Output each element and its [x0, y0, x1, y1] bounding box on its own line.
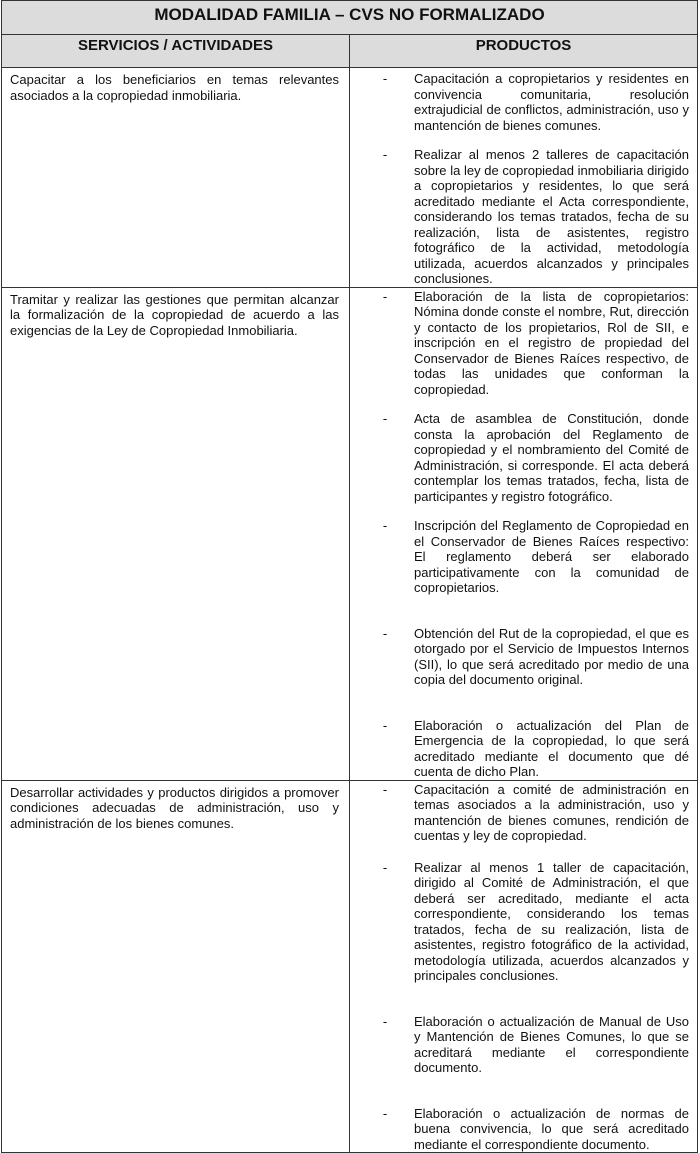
product-item	[350, 1014, 689, 1076]
product-item	[350, 411, 689, 504]
bullet: -	[382, 147, 388, 162]
bullet: -	[382, 411, 388, 426]
bullet: -	[382, 625, 388, 641]
table-title: MODALIDAD FAMILIA – CVS NO FORMALIZADO	[2, 1, 698, 35]
bullet: -	[382, 288, 388, 304]
product-text: Elaboración o actualización del Plan de Emergencia de la copropiedad, lo que será acreditado mediante el documento que dé cuenta de dicho Plan.	[414, 717, 689, 779]
bullet: -	[382, 1105, 388, 1121]
product-item	[350, 147, 689, 287]
product-text: Elaboración o actualización de normas de buena convivencia, lo que será acreditado mediante el correspondiente documento.	[414, 1105, 689, 1152]
product-text: Acta de asamblea de Constitución, donde consta la aprobación del Reglamento de copropiedad y el nombramiento del Comité de Administración, si corresponde. El acta deberá contemplar los temas tratados, fecha, lista de participantes y registro fotográfico.	[414, 411, 689, 504]
header-products: PRODUCTOS	[350, 35, 698, 68]
product-item	[350, 860, 689, 984]
products-cell	[350, 780, 698, 1153]
product-item	[350, 71, 689, 133]
service-cell: Capacitar a los beneficiarios en temas relevantes asociados a la copropiedad inmobiliaria.	[2, 68, 350, 288]
product-text: Realizar al menos 1 taller de capacitación, dirigido al Comité de Administración, el que deberá ser acreditado, mediante el acta correspondiente, considerando los temas tratados, fecha de su realización, lista de asistentes, registro fotográfico de la actividad, metodología utilizada, acuerdos alcanzados y principales conclusiones.	[414, 859, 689, 983]
header-services: SERVICIOS / ACTIVIDADES	[2, 35, 350, 68]
product-item	[350, 289, 689, 398]
service-cell: Tramitar y realizar las gestiones que permitan alcanzar la formalización de la copropiedad de acuerdo a las exigencias de la Ley de Copropiedad Inmobiliaria.	[2, 287, 350, 780]
table-row	[2, 287, 698, 780]
product-item	[350, 1106, 689, 1153]
product-text: Inscripción del Reglamento de Copropiedad en el Conservador de Bienes Raíces respectivo: El reglamento deberá ser elaborado participativamente con la comunidad de copropietarios.	[414, 518, 689, 595]
product-item	[350, 718, 689, 780]
table-row	[2, 68, 698, 288]
bullet: -	[382, 71, 388, 86]
product-item	[350, 626, 689, 688]
bullet: -	[382, 717, 388, 733]
product-item	[350, 518, 689, 596]
bullet: -	[382, 1013, 388, 1029]
bullet: -	[382, 518, 388, 533]
bullet: -	[382, 859, 388, 875]
product-text: Elaboración o actualización de Manual de Uso y Mantención de Bienes Comunes, lo que se acreditará mediante el correspondiente documento.	[414, 1013, 689, 1075]
products-cell	[350, 287, 698, 780]
product-text: Capacitación a copropietarios y residentes en convivencia comunitaria, resolución extrajudicial de conflictos, administración, uso y mantención de bienes comunes.	[414, 71, 689, 133]
product-text: Elaboración de la lista de copropietarios: Nómina donde conste el nombre, Rut, dirección y contacto de los propietarios, Rol de SII, e inscripción en el registro de propiedad del Conservador de Bienes Raíces respectivo, de todas las unidades que conforman la copropiedad.	[414, 288, 689, 397]
bullet: -	[382, 781, 388, 797]
service-cell: Desarrollar actividades y productos dirigidos a promover condiciones adecuadas de administración, uso y administración de los bienes comunes.	[2, 780, 350, 1153]
product-item	[350, 782, 689, 844]
product-text: Obtención del Rut de la copropiedad, el que es otorgado por el Servicio de Impuestos Internos (SII), lo que será acreditado por medio de una copia del documento original.	[414, 625, 689, 687]
products-cell	[350, 68, 698, 288]
product-text: Realizar al menos 2 talleres de capacitación sobre la ley de copropiedad inmobiliaria dirigido a copropietarios y residentes, lo que será acreditado mediante el Acta correspondiente, considerando los temas tratados, fecha de su realización, lista de asistentes, registro fotográfico de la actividad, metodología utilizada, acuerdos alcanzados y principales conclusiones.	[414, 147, 689, 286]
modalidad-table	[1, 0, 698, 1153]
table-row	[2, 780, 698, 1153]
product-text: Capacitación a comité de administración en temas asociados a la administración, uso y mantención de bienes comunes, rendición de cuentas y ley de copropiedad.	[414, 781, 689, 843]
